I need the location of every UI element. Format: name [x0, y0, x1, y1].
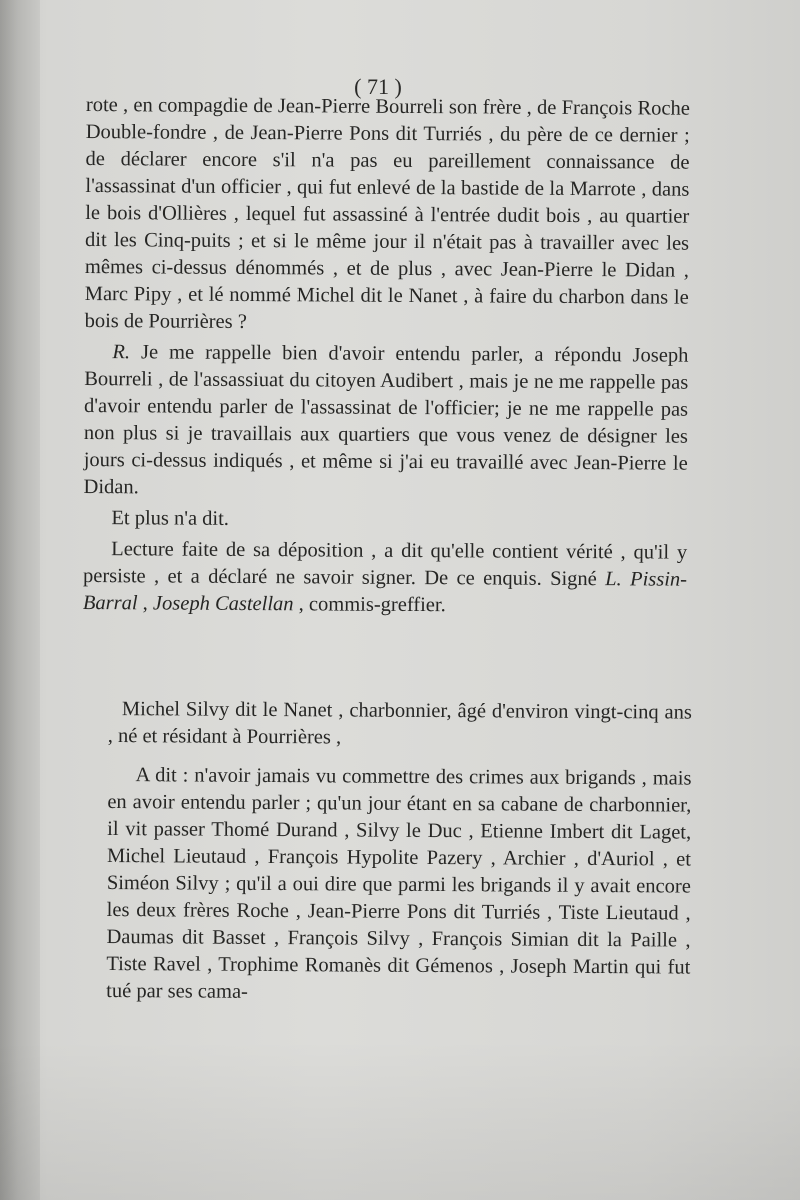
signer-separator: ,	[137, 592, 154, 615]
reading-paragraph	[83, 536, 687, 621]
testimony-paragraph: A dit : n'avoir jamais vu commettre des crimes aux brigands , mais en avoir entendu parler ; qu'un jour étant en sa cabane de charbonnier, il vit passer Thomé Durand , Silvy le Duc , Etienne Imbert dit Laget, Michel Lieutaud , François Hypolite Pazery , Archier , d'Auriol , et Siméon Silvy ; qu'il a oui dire que parmi les brigands il y avait encore les deux frères Roche , Jean-Pierre Pons dit Turriés , Tiste Lieutaud , Daumas dit Basset , François Silvy , François Simian dit la Paille , Tiste Ravel , Trophime Romanès dit Gémenos , Joseph Martin qui fut tué par ses cama-	[106, 764, 692, 1003]
page-bottom-shade	[0, 1040, 800, 1200]
closing-line: Et plus n'a dit.	[111, 507, 230, 530]
question-paragraph: rote , en compagdie de Jean-Pierre Bourreli son frère , de François Roche Double-fondre , de Jean-Pierre Pons dit Turriés , du père de ce dernier ; de déclarer encore s'il n'a pas eu pareillement connaissance de l'assassinat d'un officier , qui fut enlevé de la bastide de la Marrote , dans le bois d'Ollières , lequel fut assassiné à l'entrée dudit bois , au quartier dit les Cinq-puits ; et si le même jour il n'était pas à travailler avec les mêmes ci-dessus dénommés , et de plus , avec Jean-Pierre le Didan , Marc Pipy , et lé nommé Michel dit le Nanet , à faire du charbon dans le bois de Pourrières ?	[84, 93, 690, 333]
page-number: ( 71 )	[354, 74, 402, 99]
signer-1: L. Pissin-Barral	[82, 568, 688, 615]
witness-intro: Michel Silvy dit le Nanet , charbonnier, âgé d'environ vingt-cinq ans , né et résidant à Pourrières ,	[107, 698, 692, 749]
answer-paragraph	[84, 339, 689, 505]
page-fold-shadow	[0, 0, 40, 1200]
deposition-block	[83, 92, 690, 621]
second-deposition-block	[106, 696, 692, 1009]
answer-text: Je me rappelle bien d'avoir entendu parler, a répondu Joseph Bourreli , de l'assassiuat du citoyen Audibert , mais je ne me rappelle pas d'avoir entendu parler de l'assassinat de l'officier; je ne me rappelle pas non plus si je travaillais aux quartiers que vous venez de désigner les jours ci-dessus indiqués , et même si j'ai eu travaillé avec Jean-Pierre le Didan.	[83, 341, 689, 499]
signer-2: Joseph Castellan	[152, 592, 294, 616]
reading-text: Lecture faite de sa déposition , a dit qu'elle contient vérité , qu'il y persiste , et a déclaré ne savoir signer. De ce enquis. Signé	[82, 538, 688, 591]
answer-label: R.	[112, 341, 131, 364]
signer-2-role: , commis-greffier.	[293, 593, 446, 617]
